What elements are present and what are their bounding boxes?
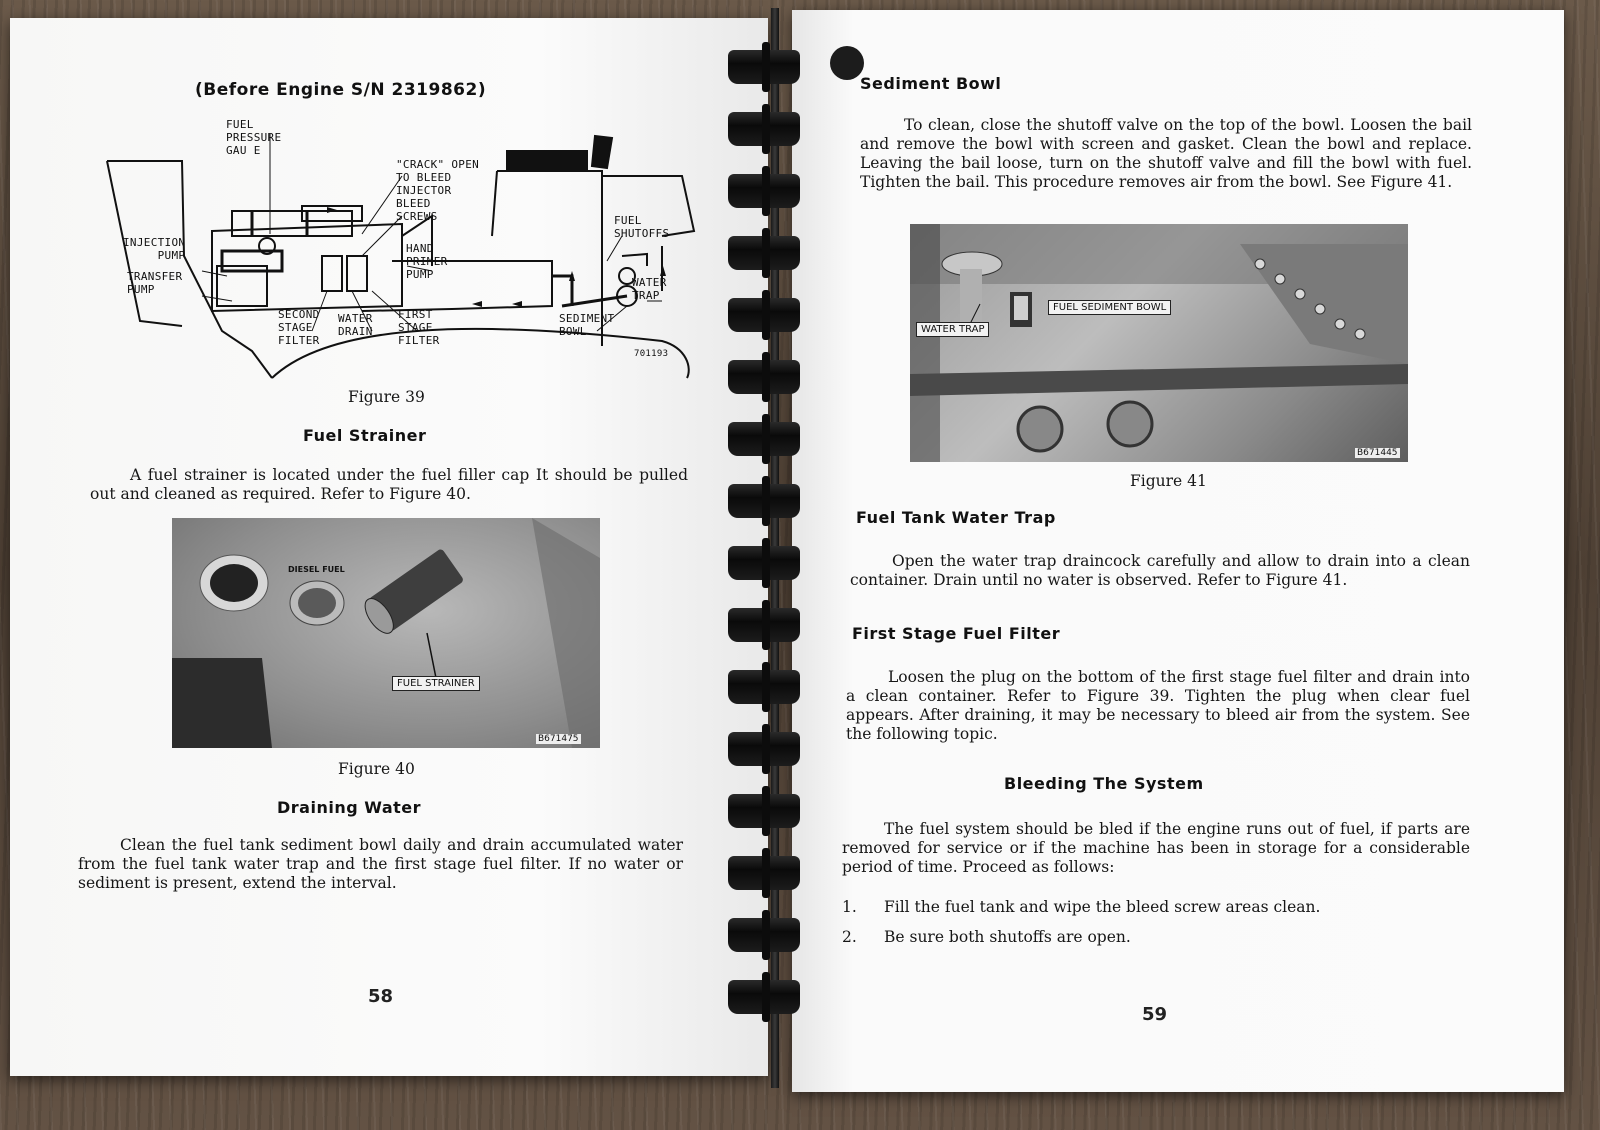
figure-40-caption: Figure 40 [338,760,415,778]
page-number-right: 59 [1142,1004,1168,1025]
binding-ring [728,546,800,580]
binding-ring [728,236,800,270]
machine-frame-illustration [910,224,1408,462]
step-1 [842,898,1320,916]
label-injection-pump: INJECTION PUMP [123,236,186,262]
diesel-fuel-label: DIESEL FUEL [288,565,345,574]
diagram-heading: (Before Engine S/N 2319862) [195,80,487,100]
page-number-left: 58 [368,986,394,1007]
label-water-drain: WATER DRAIN [338,312,373,338]
binding-ring [728,484,800,518]
hole-punch [830,46,864,80]
water-trap-text: Open the water trap draincock carefully and allow to drain into a clean container. Drain until no water is observed. Refer to Figure 41. [850,552,1470,589]
fuel-strainer-text: A fuel strainer is located under the fuel filler cap It should be pulled out and cleaned as required. Refer to Figure 40. [90,466,688,503]
binding-ring [728,174,800,208]
fuel-strainer-heading: Fuel Strainer [303,426,427,445]
binding-ring [728,298,800,332]
draining-water-heading: Draining Water [277,798,422,817]
fuel-strainer-label: FUEL STRAINER [392,676,480,691]
step-2-number: 2. [842,928,857,946]
binding-ring [728,918,800,952]
spiral-binding [728,40,818,1050]
binding-ring [728,50,800,84]
label-transfer-pump: TRANSFER PUMP [127,270,183,296]
binding-ring [728,112,800,146]
figure-39-caption: Figure 39 [348,388,425,406]
bleeding-system-text: The fuel system should be bled if the engine runs out of fuel, if parts are removed for service or if the machine has been in storage for a considerable period of time. Proceed as follows: [842,820,1470,876]
figure-40-photo [172,518,600,748]
binding-ring [728,794,800,828]
photo-41-number: B671445 [1357,448,1398,458]
left-page [10,18,768,1076]
draining-water-text: Clean the fuel tank sediment bowl daily and drain accumulated water from the fuel tank water trap and the first stage fuel filter. If no water or sediment is present, extend the interval. [78,836,683,892]
step-2-text: Be sure both shutoffs are open. [884,928,1131,946]
label-first-stage-filter: FIRST STAGE FILTER [398,308,440,347]
label-crack-open: "CRACK" OPEN TO BLEED INJECTOR BLEED SCREWS [396,158,480,223]
binding-ring [728,360,800,394]
fuel-sediment-bowl-label: FUEL SEDIMENT BOWL [1048,300,1171,315]
label-sediment-bowl: SEDIMENT BOWL [559,312,615,338]
binding-ring [728,670,800,704]
first-stage-filter-heading: First Stage Fuel Filter [852,624,1061,643]
binding-ring [728,856,800,890]
binding-ring [728,980,800,1014]
label-water-trap: WATER TRAP [632,276,667,302]
bleeding-system-heading: Bleeding The System [1004,774,1204,793]
photo-40-number: B671475 [538,734,579,744]
step-1-number: 1. [842,898,857,916]
binding-ring [728,732,800,766]
water-trap-label: WATER TRAP [916,322,989,337]
sediment-bowl-text: To clean, close the shutoff valve on the top of the bowl. Loosen the bail and remove the bowl with screen and gasket. Clean the bowl and replace. Leaving the bail loose, turn on the shutoff valve and fill the bowl with fuel. Tighten the bail. This procedure removes air from the bowl. See Figure 41. [860,116,1472,191]
binding-ring [728,608,800,642]
label-hand-primer-pump: HAND PRIMER PUMP [406,242,448,281]
figure-41-photo [910,224,1408,462]
binding-ring [728,422,800,456]
diagram-number: 701193 [634,349,669,359]
label-second-stage-filter: SECOND STAGE FILTER [278,308,320,347]
step-1-text: Fill the fuel tank and wipe the bleed screw areas clean. [884,898,1321,916]
fuel-parts-illustration [172,518,600,748]
label-fuel-shutoffs: FUEL SHUTOFFS [614,214,670,240]
step-2 [842,928,1131,946]
figure-41-caption: Figure 41 [1130,472,1207,490]
water-trap-heading: Fuel Tank Water Trap [856,508,1056,527]
label-fuel-pressure-gauge: FUEL PRESSURE GAU E [226,118,282,157]
first-stage-filter-text: Loosen the plug on the bottom of the first stage fuel filter and drain into a clean container. Refer to Figure 39. Tighten the plug when clear fuel appears. After draining, it may be necessary to bleed air from the system. See the following topic. [846,668,1470,743]
right-page [792,10,1564,1092]
sediment-bowl-heading: Sediment Bowl [860,74,1002,93]
